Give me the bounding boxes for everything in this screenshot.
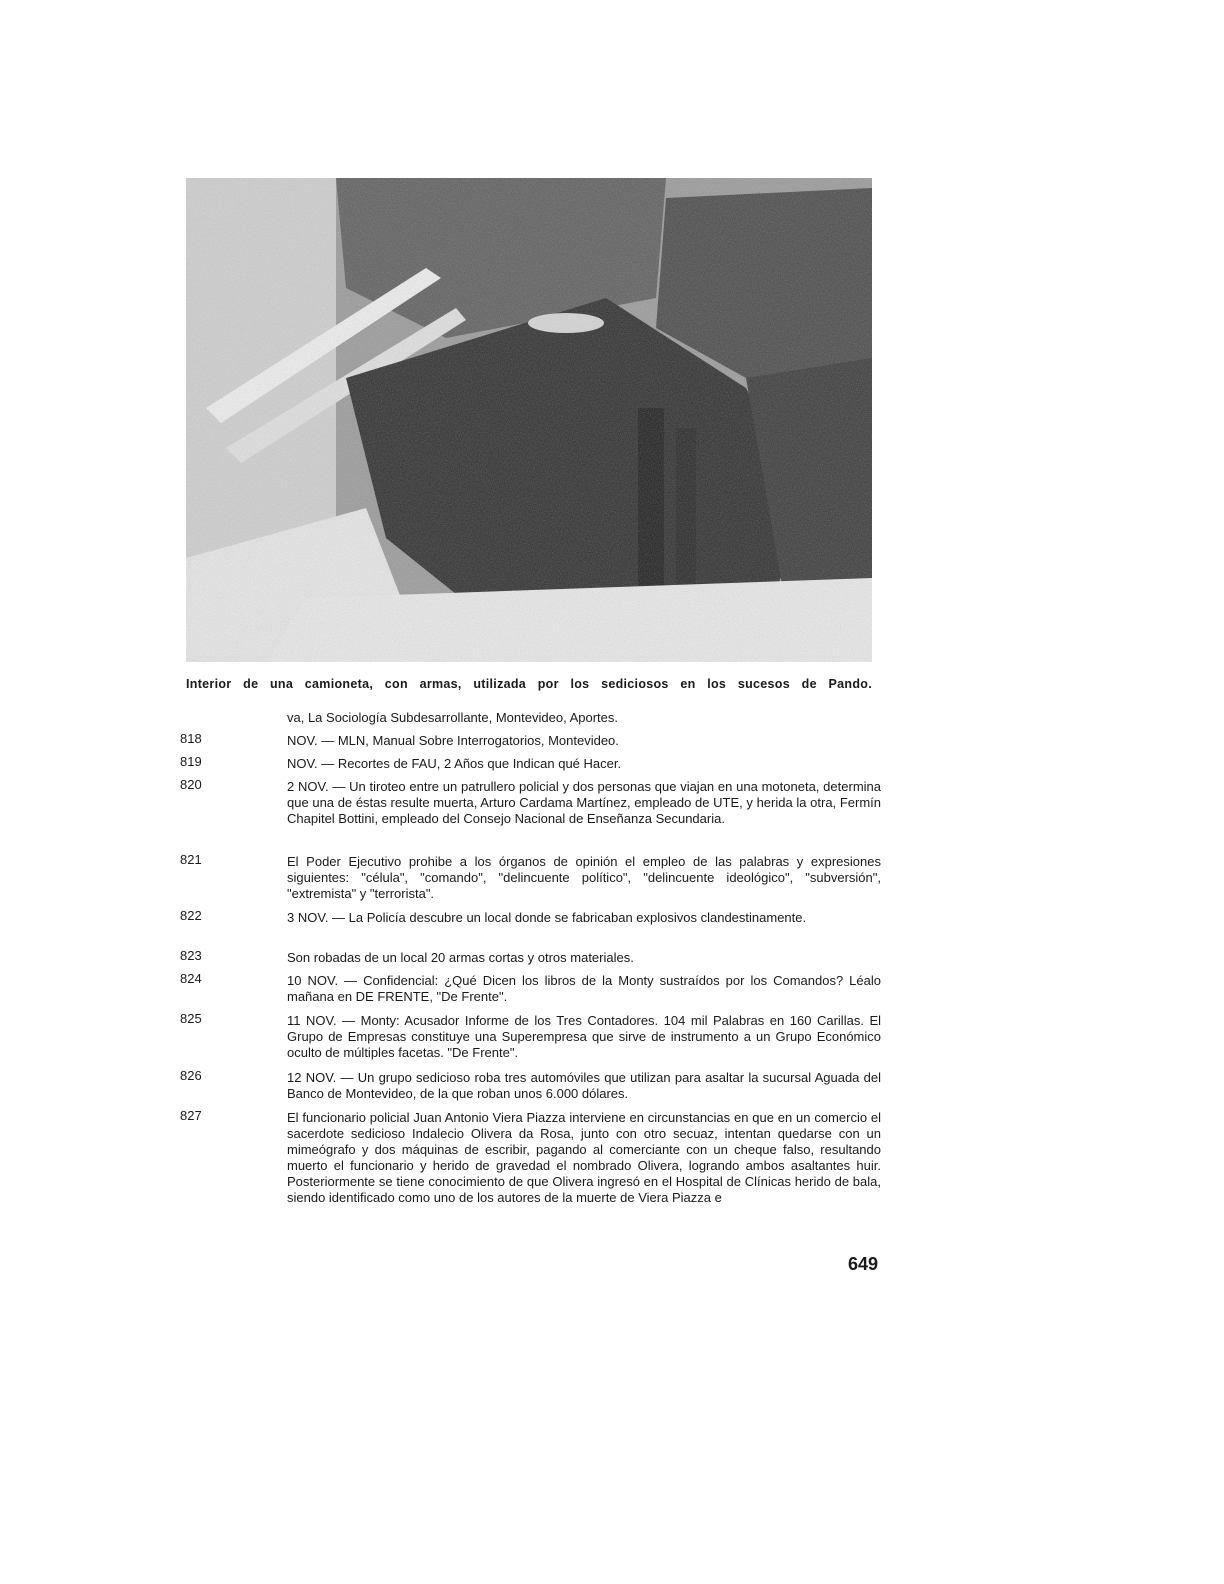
page-number: 649 [848, 1254, 879, 1274]
photo-caption: Interior de una camioneta, con armas, utilizada por los sediciosos en los sucesos de Pando. [186, 677, 872, 691]
entry-number: 821 [180, 852, 202, 867]
entry-text: 3 NOV. — La Policía descubre un local donde se fabricaban explosivos clandestinamente. [287, 910, 807, 925]
entry-number: 820 [180, 777, 202, 792]
entry-number: 825 [180, 1011, 202, 1026]
entry-text: El funcionario policial Juan Antonio Viera Piazza interviene en circunstancias en que en un comercio el sacerdote sedicioso Indalecio Olivera da Rosa, junto con otro secuaz, intentan quedarse con un mimeógrafo y dos máquinas de escribir, pagando al comerciante con un cheque falso, resultando muerto el funcionario y herido de gravedad el nombrado Olivera, logrando ambos asaltantes huir. Posteriormente se tiene conocimiento de que Olivera ingresó en el Hospital de Clínicas herido de bala, siendo identificado como uno de los autores de la muerte de Viera Piazza e [287, 1110, 881, 1205]
entry-number: 819 [180, 754, 202, 769]
entry-text: El Poder Ejecutivo prohibe a los órganos de opinión el empleo de las palabras y expresiones siguientes: "célula", "comando", "delincuente político", "delincuente ideológico", "subversión", "extremista" y "terrorista". [287, 854, 881, 901]
entry-text: 10 NOV. — Confidencial: ¿Qué Dicen los libros de la Monty sustraídos por los Comandos? Léalo mañana en DE FRENTE, "De Frente". [287, 973, 881, 1004]
entry-number: 818 [180, 731, 202, 746]
entry-text: NOV. — Recortes de FAU, 2 Años que Indican qué Hacer. [287, 756, 622, 771]
entry-number: 824 [180, 971, 202, 986]
entry-text: 12 NOV. — Un grupo sedicioso roba tres automóviles que utilizan para asaltar la sucursal Aguada del Banco de Montevideo, de la que roban unos 6.000 dólares. [287, 1070, 881, 1101]
entry-text: Son robadas de un local 20 armas cortas y otros materiales. [287, 950, 634, 965]
van-interior-photo [186, 178, 872, 662]
entry-number: 827 [180, 1108, 202, 1123]
entry-number: 823 [180, 948, 202, 963]
entry-number: 826 [180, 1068, 202, 1083]
continuation-text: va, La Sociología Subdesarrollante, Montevideo, Aportes. [287, 710, 618, 725]
entry-text: 2 NOV. — Un tiroteo entre un patrullero policial y dos personas que viajan en una motoneta, determina que una de éstas resulte muerta, Arturo Cardama Martínez, empleado de UTE, y herida la otra, Fermín Chapitel Bottini, empleado del Consejo Nacional de Enseñanza Secundaria. [287, 779, 881, 826]
entry-number: 822 [180, 908, 202, 923]
entry-text: NOV. — MLN, Manual Sobre Interrogatorios, Montevideo. [287, 733, 619, 748]
entry-text: 11 NOV. — Monty: Acusador Informe de los Tres Contadores. 104 mil Palabras en 160 Carillas. El Grupo de Empresas constituye una Superempresa que sirve de instrumento a un Grupo Económico oculto de múltiples facetas. "De Frente". [287, 1013, 881, 1060]
